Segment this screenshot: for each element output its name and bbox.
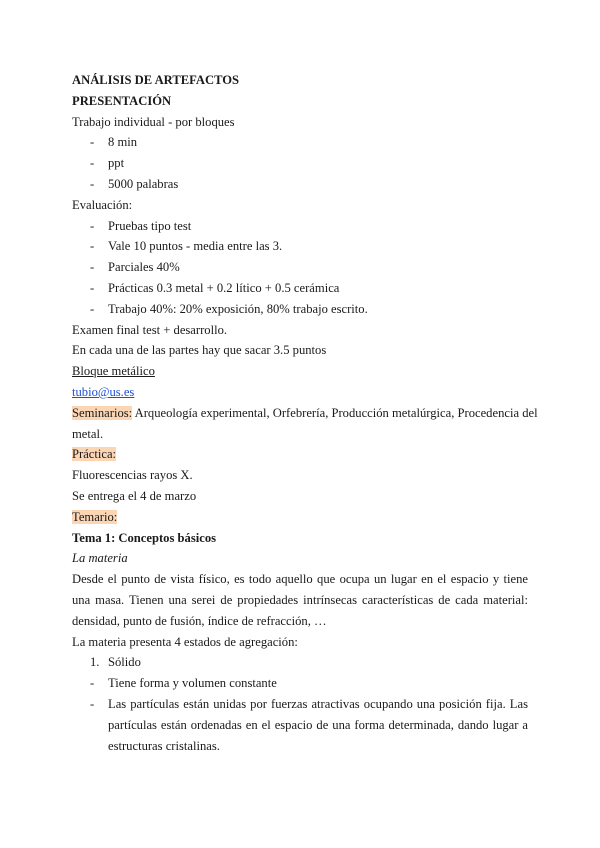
states-line: La materia presenta 4 estados de agregación: — [72, 634, 298, 649]
intro-line: Trabajo individual - por bloques — [72, 114, 235, 129]
list-item-text: Tiene forma y volumen constante — [108, 676, 277, 691]
list-item-text: Vale 10 puntos - media entre las 3. — [108, 239, 283, 254]
number-marker: 1. — [90, 655, 100, 670]
list-item — [72, 299, 528, 320]
dash-marker: - — [90, 218, 95, 233]
dash-marker: - — [90, 301, 95, 316]
dash-marker: - — [90, 280, 95, 295]
list-item-text: Trabajo 40%: 20% exposición, 80% trabajo escrito. — [108, 301, 368, 316]
seminars-text: Arqueología experimental, Orfebrería, Producción metalúrgica, Procedencia del — [132, 405, 538, 420]
dash-marker: - — [90, 176, 95, 191]
exam-line: Examen final test + desarrollo. — [72, 322, 228, 337]
matter-paragraph: Desde el punto de vista físico, es todo aquello que ocupa un lugar en el espacio y tiene una masa. Tienen una serei de propiedades intrínsecas características de cada material: densidad, punto de fusión, índice de refracción, … — [72, 572, 528, 628]
list-item-text: ppt — [108, 156, 125, 171]
list-item — [72, 216, 528, 237]
document-title: ANÁLISIS DE ARTEFACTOS — [72, 73, 240, 87]
list-item — [72, 132, 528, 153]
practice-line: Fluorescencias rayos X. — [72, 468, 193, 483]
list-item — [72, 153, 528, 174]
document-page — [72, 70, 538, 756]
section-title-presentation: PRESENTACIÓN — [72, 93, 172, 108]
numbered-item-text: Sólido — [108, 655, 141, 670]
list-item — [72, 278, 528, 299]
evaluation-label: Evaluación: — [72, 197, 133, 212]
matter-heading: La materia — [72, 551, 128, 566]
topic-title: Tema 1: Conceptos básicos — [72, 530, 217, 545]
list-item — [72, 257, 528, 278]
dash-marker: - — [90, 696, 95, 711]
practice-label: Práctica: — [72, 447, 117, 462]
list-item — [72, 694, 528, 756]
parts-line: En cada una de las partes hay que sacar 3.5 puntos — [72, 343, 327, 358]
email-link[interactable]: tubio@us.es — [72, 384, 135, 399]
dash-marker: - — [90, 239, 95, 254]
block-title: Bloque metálico — [72, 364, 155, 379]
list-item — [72, 174, 528, 195]
seminars-label: Seminarios: — [72, 405, 133, 420]
list-item-text: 8 min — [108, 135, 138, 150]
list-item-text: Prácticas 0.3 metal + 0.2 lítico + 0.5 cerámica — [108, 280, 340, 295]
syllabus-label: Temario: — [72, 509, 118, 524]
list-item-text: Las partículas están unidas por fuerzas atractivas ocupando una posición fija. Las partículas están ordenadas en el espacio de una forma determinada, dando lugar a estructuras cristalinas. — [108, 696, 528, 753]
dash-marker: - — [90, 260, 95, 275]
list-item-text: Parciales 40% — [108, 260, 180, 275]
dash-marker: - — [90, 156, 95, 171]
list-item-text: 5000 palabras — [108, 176, 179, 191]
delivery-line: Se entrega el 4 de marzo — [72, 488, 197, 503]
list-item — [72, 236, 528, 257]
dash-marker: - — [90, 135, 95, 150]
list-item-text: Pruebas tipo test — [108, 218, 192, 233]
dash-marker: - — [90, 676, 95, 691]
seminars-line — [72, 403, 538, 424]
numbered-item — [72, 652, 528, 673]
seminars-text-continued: metal. — [72, 426, 104, 441]
list-item — [72, 673, 528, 694]
